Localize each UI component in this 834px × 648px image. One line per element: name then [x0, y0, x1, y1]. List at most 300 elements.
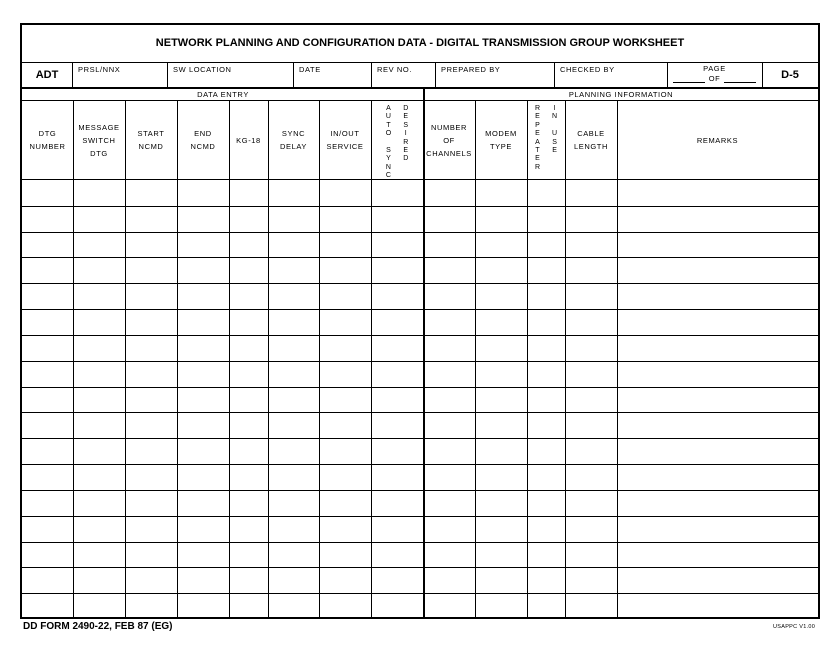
modem-type-cell[interactable] — [475, 335, 527, 361]
message-switch-dtg-cell[interactable] — [73, 257, 125, 283]
col-end-ncmd-label — [191, 127, 216, 153]
row-divider — [22, 206, 818, 207]
row-divider — [22, 542, 818, 543]
row-divider — [22, 438, 818, 439]
remarks-cell[interactable] — [617, 257, 818, 283]
vertical-letter: E — [403, 113, 409, 121]
message-switch-dtg-cell[interactable] — [73, 206, 125, 232]
col-sync-delay-header — [268, 101, 319, 179]
in-out-service-cell[interactable] — [319, 361, 371, 387]
dtg-number-cell[interactable] — [22, 283, 73, 309]
end-ncmd-cell[interactable] — [177, 464, 229, 490]
vertical-letter: E — [403, 147, 409, 155]
row-divider — [22, 361, 818, 362]
repeater-in-use-cell[interactable] — [527, 361, 565, 387]
in-out-service-cell[interactable] — [319, 309, 371, 335]
repeater-in-use-cell[interactable] — [527, 206, 565, 232]
repeater-in-use-cell[interactable] — [527, 593, 565, 619]
table-row — [22, 180, 818, 206]
dtg-number-cell[interactable] — [22, 438, 73, 464]
repeater-in-use-cell[interactable] — [527, 257, 565, 283]
kg18-cell[interactable] — [229, 283, 268, 309]
cable-length-cell[interactable] — [565, 490, 617, 516]
cable-length-cell[interactable] — [565, 438, 617, 464]
message-switch-dtg-cell[interactable] — [73, 542, 125, 568]
cable-length-cell[interactable] — [565, 206, 617, 232]
start-ncmd-cell[interactable] — [125, 438, 177, 464]
kg18-cell[interactable] — [229, 516, 268, 542]
dtg-number-cell[interactable] — [22, 464, 73, 490]
start-ncmd-cell[interactable] — [125, 335, 177, 361]
cable-length-cell[interactable] — [565, 257, 617, 283]
sync-delay-cell[interactable] — [268, 490, 319, 516]
modem-type-cell[interactable] — [475, 283, 527, 309]
dtg-number-cell[interactable] — [22, 232, 73, 258]
end-ncmd-cell[interactable] — [177, 593, 229, 619]
in-out-service-cell[interactable] — [319, 387, 371, 413]
end-ncmd-cell[interactable] — [177, 542, 229, 568]
cable-length-cell[interactable] — [565, 232, 617, 258]
desired-vertical-label — [403, 101, 408, 164]
in-out-service-cell[interactable] — [319, 257, 371, 283]
repeater-in-use-cell[interactable] — [527, 232, 565, 258]
vertical-letter: D — [403, 155, 409, 163]
remarks-cell[interactable] — [617, 232, 818, 258]
kg18-cell[interactable] — [229, 567, 268, 593]
dtg-number-cell[interactable] — [22, 361, 73, 387]
sync-delay-cell[interactable] — [268, 257, 319, 283]
remarks-cell[interactable] — [617, 206, 818, 232]
rev-no-label: REV NO. — [377, 65, 413, 74]
auto-sync-desired-cell[interactable] — [371, 180, 423, 206]
cable-length-cell[interactable] — [565, 283, 617, 309]
prepared-by-label: PREPARED BY — [441, 65, 501, 74]
sw-location-label: SW LOCATION — [173, 65, 232, 74]
end-ncmd-cell[interactable] — [177, 516, 229, 542]
dtg-number-cell[interactable] — [22, 516, 73, 542]
row-divider — [22, 387, 818, 388]
remarks-cell[interactable] — [617, 283, 818, 309]
number-of-channels-cell[interactable] — [423, 180, 475, 206]
end-ncmd-cell[interactable] — [177, 387, 229, 413]
sync-delay-cell[interactable] — [268, 567, 319, 593]
repeater-in-use-cell[interactable] — [527, 412, 565, 438]
number-of-channels-cell[interactable] — [423, 361, 475, 387]
auto-sync-desired-cell[interactable] — [371, 464, 423, 490]
header-line: MODEM — [485, 129, 517, 138]
table-row — [22, 283, 818, 309]
header-line: MESSAGE — [78, 122, 120, 132]
repeater-in-use-cell[interactable] — [527, 180, 565, 206]
sync-delay-cell[interactable] — [268, 412, 319, 438]
repeater-in-use-cell[interactable] — [527, 335, 565, 361]
prsl-nnx-label: PRSL/NNX — [78, 65, 121, 74]
kg18-cell[interactable] — [229, 490, 268, 516]
message-switch-dtg-cell[interactable] — [73, 438, 125, 464]
header-line: LENGTH — [573, 142, 609, 151]
dtg-number-cell[interactable] — [22, 335, 73, 361]
number-of-channels-cell[interactable] — [423, 206, 475, 232]
version-label: USAPPC V1.00 — [773, 624, 816, 630]
modem-type-cell[interactable] — [475, 464, 527, 490]
kg18-cell[interactable] — [229, 593, 268, 619]
sync-delay-cell[interactable] — [268, 180, 319, 206]
message-switch-dtg-cell[interactable] — [73, 516, 125, 542]
modem-type-cell[interactable] — [475, 257, 527, 283]
header-line: REMARKS — [696, 135, 739, 145]
vertical-letter — [386, 139, 391, 147]
sync-delay-cell[interactable] — [268, 361, 319, 387]
start-ncmd-cell[interactable] — [125, 516, 177, 542]
sync-delay-cell[interactable] — [268, 283, 319, 309]
auto-sync-desired-cell[interactable] — [371, 567, 423, 593]
sync-delay-cell[interactable] — [268, 542, 319, 568]
end-ncmd-cell[interactable] — [177, 309, 229, 335]
cable-length-cell[interactable] — [565, 180, 617, 206]
auto-sync-desired-cell[interactable] — [371, 412, 423, 438]
end-ncmd-cell[interactable] — [177, 490, 229, 516]
start-ncmd-cell[interactable] — [125, 567, 177, 593]
remarks-cell[interactable] — [617, 335, 818, 361]
vertical-letter: R — [534, 105, 540, 112]
start-ncmd-cell[interactable] — [125, 180, 177, 206]
kg18-cell[interactable] — [229, 438, 268, 464]
repeater-in-use-cell[interactable] — [527, 464, 565, 490]
auto-sync-vertical-label — [386, 101, 391, 181]
sync-delay-cell[interactable] — [268, 232, 319, 258]
remarks-cell[interactable] — [617, 438, 818, 464]
in-out-service-cell[interactable] — [319, 567, 371, 593]
auto-sync-desired-cell[interactable] — [371, 542, 423, 568]
start-ncmd-cell[interactable] — [125, 464, 177, 490]
kg18-cell[interactable] — [229, 361, 268, 387]
worksheet-form — [20, 23, 820, 619]
vertical-letter: T — [386, 121, 391, 129]
table-row — [22, 412, 818, 438]
dtg-number-cell[interactable] — [22, 309, 73, 335]
modem-type-cell[interactable] — [475, 516, 527, 542]
column-divider — [527, 101, 528, 619]
modem-type-cell[interactable] — [475, 206, 527, 232]
start-ncmd-cell[interactable] — [125, 283, 177, 309]
modem-type-cell[interactable] — [475, 232, 527, 258]
sync-delay-cell[interactable] — [268, 309, 319, 335]
modem-type-cell[interactable] — [475, 593, 527, 619]
remarks-cell[interactable] — [617, 490, 818, 516]
message-switch-dtg-cell[interactable] — [73, 593, 125, 619]
sync-delay-cell[interactable] — [268, 516, 319, 542]
table-row — [22, 464, 818, 490]
dtg-number-cell[interactable] — [22, 490, 73, 516]
number-of-channels-cell[interactable] — [423, 542, 475, 568]
in-out-service-cell[interactable] — [319, 490, 371, 516]
cable-length-cell[interactable] — [565, 361, 617, 387]
auto-sync-desired-cell[interactable] — [371, 232, 423, 258]
table-row — [22, 206, 818, 232]
number-of-channels-cell[interactable] — [423, 232, 475, 258]
repeater-in-use-cell[interactable] — [527, 387, 565, 413]
end-ncmd-cell[interactable] — [177, 180, 229, 206]
cable-length-cell[interactable] — [565, 412, 617, 438]
number-of-channels-cell[interactable] — [423, 567, 475, 593]
column-divider — [423, 87, 425, 619]
auto-sync-desired-cell[interactable] — [371, 387, 423, 413]
message-switch-dtg-cell[interactable] — [73, 309, 125, 335]
page-field[interactable] — [667, 62, 762, 87]
col-number-of-channels-header — [423, 101, 475, 179]
table-row — [22, 593, 818, 619]
in-out-service-cell[interactable] — [319, 516, 371, 542]
sw-location-field[interactable] — [167, 62, 293, 87]
start-ncmd-cell[interactable] — [125, 206, 177, 232]
vertical-letter: U — [385, 113, 391, 121]
in-out-service-cell[interactable] — [319, 206, 371, 232]
modem-type-cell[interactable] — [475, 309, 527, 335]
kg18-cell[interactable] — [229, 335, 268, 361]
dtg-number-cell[interactable] — [22, 257, 73, 283]
repeater-vertical-label — [535, 101, 540, 172]
number-of-channels-cell[interactable] — [423, 257, 475, 283]
repeater-in-use-cell[interactable] — [527, 542, 565, 568]
modem-type-cell[interactable] — [475, 412, 527, 438]
header-line: OF — [443, 135, 455, 145]
sync-delay-cell[interactable] — [268, 335, 319, 361]
number-of-channels-cell[interactable] — [423, 438, 475, 464]
number-of-channels-cell[interactable] — [423, 464, 475, 490]
message-switch-dtg-cell[interactable] — [73, 232, 125, 258]
auto-sync-desired-cell[interactable] — [371, 206, 423, 232]
in-out-service-cell[interactable] — [319, 412, 371, 438]
remarks-cell[interactable] — [617, 412, 818, 438]
col-message-switch-dtg-header — [73, 101, 125, 179]
start-ncmd-cell[interactable] — [125, 232, 177, 258]
header-line: TYPE — [490, 142, 512, 151]
vertical-letter: E — [535, 130, 540, 138]
kg18-cell[interactable] — [229, 542, 268, 568]
dtg-number-cell[interactable] — [22, 206, 73, 232]
in-out-service-cell[interactable] — [319, 464, 371, 490]
page-total-blank[interactable] — [724, 74, 756, 83]
remarks-cell[interactable] — [617, 180, 818, 206]
sync-delay-cell[interactable] — [268, 593, 319, 619]
dtg-number-cell[interactable] — [22, 180, 73, 206]
kg18-cell[interactable] — [229, 180, 268, 206]
dtg-number-cell[interactable] — [22, 412, 73, 438]
col-dtg-number-header — [22, 101, 73, 179]
row-divider — [22, 257, 818, 258]
auto-sync-desired-cell[interactable] — [371, 593, 423, 619]
modem-type-cell[interactable] — [475, 490, 527, 516]
start-ncmd-cell[interactable] — [125, 542, 177, 568]
col-modem-type-label — [485, 127, 517, 153]
remarks-cell[interactable] — [617, 387, 818, 413]
number-of-channels-cell[interactable] — [423, 516, 475, 542]
message-switch-dtg-cell[interactable] — [73, 412, 125, 438]
number-of-channels-cell[interactable] — [423, 283, 475, 309]
col-in-out-service-header — [319, 101, 371, 179]
cable-length-cell[interactable] — [565, 309, 617, 335]
start-ncmd-cell[interactable] — [125, 309, 177, 335]
cable-length-cell[interactable] — [565, 335, 617, 361]
start-ncmd-cell[interactable] — [125, 412, 177, 438]
end-ncmd-cell[interactable] — [177, 257, 229, 283]
sync-delay-cell[interactable] — [268, 438, 319, 464]
in-out-service-cell[interactable] — [319, 180, 371, 206]
vertical-letter: S — [386, 147, 391, 155]
end-ncmd-cell[interactable] — [177, 206, 229, 232]
in-out-service-cell[interactable] — [319, 232, 371, 258]
auto-sync-desired-cell[interactable] — [371, 361, 423, 387]
remarks-cell[interactable] — [617, 567, 818, 593]
repeater-in-use-cell[interactable] — [527, 309, 565, 335]
number-of-channels-cell[interactable] — [423, 593, 475, 619]
end-ncmd-cell[interactable] — [177, 412, 229, 438]
kg18-cell[interactable] — [229, 206, 268, 232]
cable-length-cell[interactable] — [565, 567, 617, 593]
kg18-cell[interactable] — [229, 387, 268, 413]
rev-no-field[interactable] — [371, 62, 435, 87]
cable-length-cell[interactable] — [565, 464, 617, 490]
auto-sync-desired-cell[interactable] — [371, 516, 423, 542]
vertical-letter: I — [404, 130, 407, 138]
column-divider — [229, 101, 230, 619]
end-ncmd-cell[interactable] — [177, 567, 229, 593]
remarks-cell[interactable] — [617, 464, 818, 490]
cable-length-cell[interactable] — [565, 387, 617, 413]
vertical-letter: E — [535, 113, 540, 121]
vertical-letter: A — [386, 105, 391, 112]
form-code: D-5 — [781, 69, 799, 81]
form-number: DD FORM 2490-22, FEB 87 (EG) — [23, 621, 173, 632]
remarks-cell[interactable] — [617, 309, 818, 335]
col-message-switch-dtg-label — [78, 121, 119, 160]
repeater-in-use-cell[interactable] — [527, 490, 565, 516]
end-ncmd-cell[interactable] — [177, 361, 229, 387]
modem-type-cell[interactable] — [475, 387, 527, 413]
repeater-in-use-cell[interactable] — [527, 283, 565, 309]
vertical-letter: E — [535, 155, 540, 163]
checked-by-field[interactable] — [554, 62, 667, 87]
table-row — [22, 387, 818, 413]
repeater-in-use-cell[interactable] — [527, 438, 565, 464]
in-out-service-cell[interactable] — [319, 283, 371, 309]
repeater-in-use-cell[interactable] — [527, 516, 565, 542]
number-of-channels-cell[interactable] — [423, 490, 475, 516]
auto-sync-desired-cell[interactable] — [371, 309, 423, 335]
vertical-letter: D — [403, 105, 409, 112]
header-line: IN/OUT — [330, 129, 360, 138]
start-ncmd-cell[interactable] — [125, 257, 177, 283]
prsl-nnx-field[interactable] — [72, 62, 167, 87]
remarks-cell[interactable] — [617, 542, 818, 568]
message-switch-dtg-cell[interactable] — [73, 361, 125, 387]
vertical-letter: N — [385, 163, 391, 171]
kg18-cell[interactable] — [229, 412, 268, 438]
end-ncmd-cell[interactable] — [177, 283, 229, 309]
in-out-service-cell[interactable] — [319, 335, 371, 361]
kg18-cell[interactable] — [229, 232, 268, 258]
message-switch-dtg-cell[interactable] — [73, 464, 125, 490]
number-of-channels-cell[interactable] — [423, 412, 475, 438]
end-ncmd-cell[interactable] — [177, 335, 229, 361]
date-field[interactable] — [293, 62, 371, 87]
message-switch-dtg-cell[interactable] — [73, 180, 125, 206]
modem-type-cell[interactable] — [475, 361, 527, 387]
start-ncmd-cell[interactable] — [125, 490, 177, 516]
col-repeater-in-use-header — [527, 101, 565, 179]
header-line: KG-18 — [236, 135, 261, 145]
end-ncmd-cell[interactable] — [177, 438, 229, 464]
vertical-letter: I — [553, 105, 556, 112]
cable-length-cell[interactable] — [565, 593, 617, 619]
table-row — [22, 490, 818, 516]
cable-length-cell[interactable] — [565, 542, 617, 568]
in-out-service-cell[interactable] — [319, 542, 371, 568]
message-switch-dtg-cell[interactable] — [73, 283, 125, 309]
planning-information-section-label: PLANNING INFORMATION — [568, 90, 674, 99]
start-ncmd-cell[interactable] — [125, 361, 177, 387]
message-switch-dtg-cell[interactable] — [73, 490, 125, 516]
number-of-channels-cell[interactable] — [423, 335, 475, 361]
remarks-cell[interactable] — [617, 516, 818, 542]
message-switch-dtg-cell[interactable] — [73, 335, 125, 361]
start-ncmd-cell[interactable] — [125, 387, 177, 413]
remarks-cell[interactable] — [617, 361, 818, 387]
table-row — [22, 516, 818, 542]
message-switch-dtg-cell[interactable] — [73, 567, 125, 593]
kg18-cell[interactable] — [229, 257, 268, 283]
remarks-cell[interactable] — [617, 593, 818, 619]
auto-sync-desired-cell[interactable] — [371, 257, 423, 283]
dtg-number-cell[interactable] — [22, 567, 73, 593]
sync-delay-cell[interactable] — [268, 206, 319, 232]
modem-type-cell[interactable] — [475, 438, 527, 464]
header-line: SWITCH — [82, 135, 116, 145]
table-row — [22, 335, 818, 361]
end-ncmd-cell[interactable] — [177, 232, 229, 258]
prepared-by-field[interactable] — [435, 62, 554, 87]
auto-sync-desired-cell[interactable] — [371, 438, 423, 464]
auto-sync-desired-cell[interactable] — [371, 335, 423, 361]
cable-length-cell[interactable] — [565, 516, 617, 542]
header-line: NCMD — [138, 142, 164, 151]
message-switch-dtg-cell[interactable] — [73, 387, 125, 413]
modem-type-cell[interactable] — [475, 180, 527, 206]
table-row — [22, 232, 818, 258]
column-divider — [268, 101, 269, 619]
number-of-channels-cell[interactable] — [423, 309, 475, 335]
modem-type-cell[interactable] — [475, 542, 527, 568]
in-out-service-cell[interactable] — [319, 593, 371, 619]
dtg-number-cell[interactable] — [22, 593, 73, 619]
page-number-blank[interactable] — [673, 74, 705, 83]
modem-type-cell[interactable] — [475, 567, 527, 593]
repeater-in-use-cell[interactable] — [527, 567, 565, 593]
start-ncmd-cell[interactable] — [125, 593, 177, 619]
in-out-service-cell[interactable] — [319, 438, 371, 464]
kg18-cell[interactable] — [229, 464, 268, 490]
dtg-number-cell[interactable] — [22, 542, 73, 568]
dtg-number-cell[interactable] — [22, 387, 73, 413]
sync-delay-cell[interactable] — [268, 464, 319, 490]
kg18-cell[interactable] — [229, 309, 268, 335]
sync-delay-cell[interactable] — [268, 387, 319, 413]
auto-sync-desired-cell[interactable] — [371, 490, 423, 516]
data-entry-section-label: DATA ENTRY — [197, 90, 249, 99]
table-row — [22, 542, 818, 568]
auto-sync-desired-cell[interactable] — [371, 283, 423, 309]
number-of-channels-cell[interactable] — [423, 387, 475, 413]
